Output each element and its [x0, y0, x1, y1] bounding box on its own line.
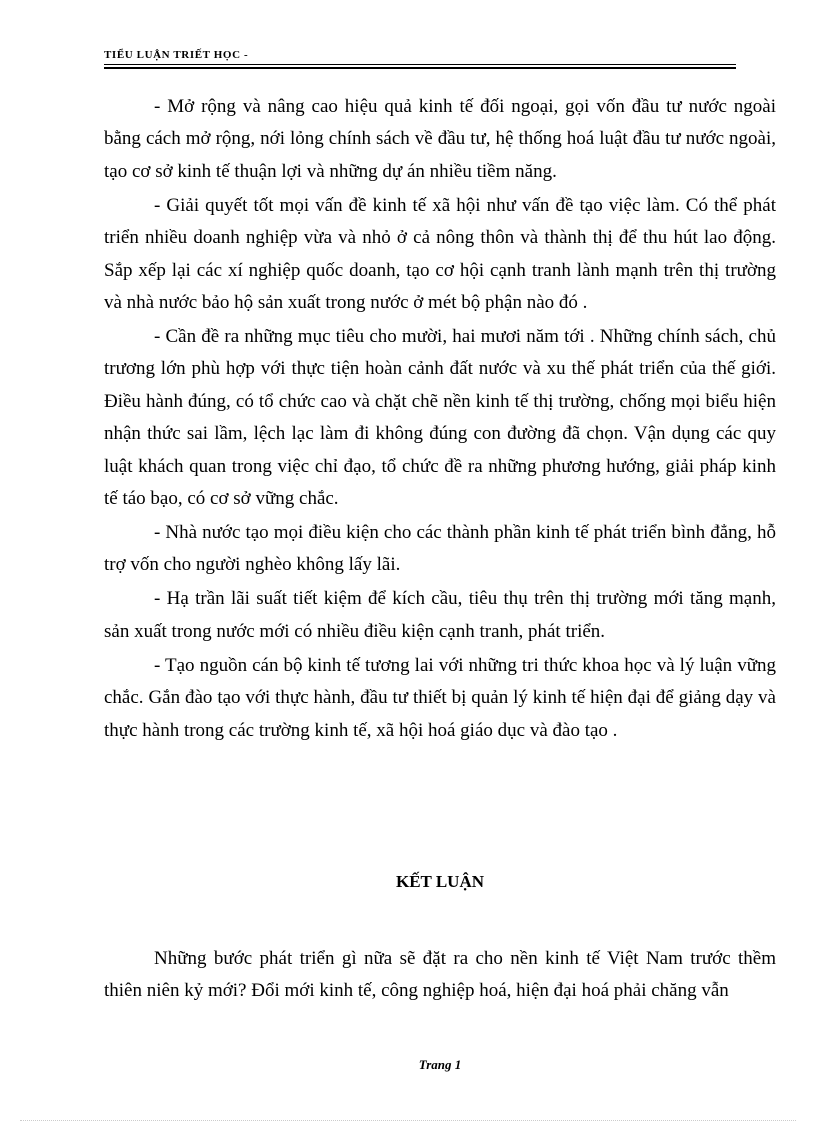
paragraph-foreign-economy: - Mở rộng và nâng cao hiệu quả kinh tế đối ngoại, gọi vốn đầu tư nước ngoài bằng cách mở rộng, nới lỏng chính sách về đầu tư, hệ thống hoá luật đầu tư nước ngoài, tạo cơ sở kinh tế thuận lợi và những dự án nhiều tiềm năng. — [104, 96, 776, 182]
paragraph-interest-rates: - Hạ trần lãi suất tiết kiệm để kích cầu, tiêu thụ trên thị trường mới tăng mạnh, sản xuất trong nước mới có nhiều điều kiện cạnh tranh, phát triển. — [104, 588, 776, 642]
page-number: Trang 1 — [418, 1057, 462, 1072]
body-text — [104, 91, 776, 749]
conclusion-heading: KẾT LUẬN — [395, 872, 484, 891]
header-divider-thick — [104, 67, 736, 69]
page-bottom-edge — [20, 1120, 796, 1121]
conclusion-paragraph: Những bước phát triển gì nữa sẽ đặt ra cho nền kinh tế Việt Nam trước thềm thiên niên kỷ mới? Đổi mới kinh tế, công nghiệp hoá, hiện đại hoá phải chăng vẫn — [104, 948, 776, 1002]
paragraph-equal-development: - Nhà nước tạo mọi điều kiện cho các thành phần kinh tế phát triển bình đẳng, hỗ trợ vốn cho người nghèo không lấy lãi. — [104, 522, 776, 576]
header-divider-thin — [104, 64, 736, 65]
paragraph-employment: - Giải quyết tốt mọi vấn đề kinh tế xã hội như vấn đề tạo việc làm. Có thể phát triển nhiều doanh nghiệp vừa và nhỏ ở cả nông thôn và thành thị để thu hút lao động. Sắp xếp lại các xí nghiệp quốc doanh, tạo cơ hội cạnh tranh lành mạnh trên thị trường và nhà nước bảo hộ sản xuất trong nước ở mét bộ phận nào đó . — [104, 194, 776, 314]
paragraph-training: - Tạo nguồn cán bộ kinh tế tương lai với những tri thức khoa học và lý luận vững chắc. Gắn đào tạo với thực hành, đầu tư thiết bị quản lý kinh tế hiện đại để giảng dạy và thực hành trong các trường kinh tế, xã hội hoá giáo dục và đào tạo . — [104, 654, 776, 741]
paragraph-goals: - Cần đề ra những mục tiêu cho mười, hai mươi năm tới . Những chính sách, chủ trương lớn phù hợp với thực tiện hoàn cảnh đất nước và xu thế phát triển của thế giới. Điều hành đúng, có tổ chức cao và chặt chẽ nền kinh tế thị trường, chống mọi biểu hiện nhận thức sai lầm, lệch lạc làm đi không đúng con đường đã chọn. Vận dụng các quy luật khách quan trong việc chỉ đạo, tổ chức đề ra những phương hướng, giải pháp kinh tế táo bạo, có cơ sở vững chắc. — [104, 326, 776, 510]
running-header: TIỂU LUẬN TRIẾT HỌC - — [104, 49, 249, 61]
